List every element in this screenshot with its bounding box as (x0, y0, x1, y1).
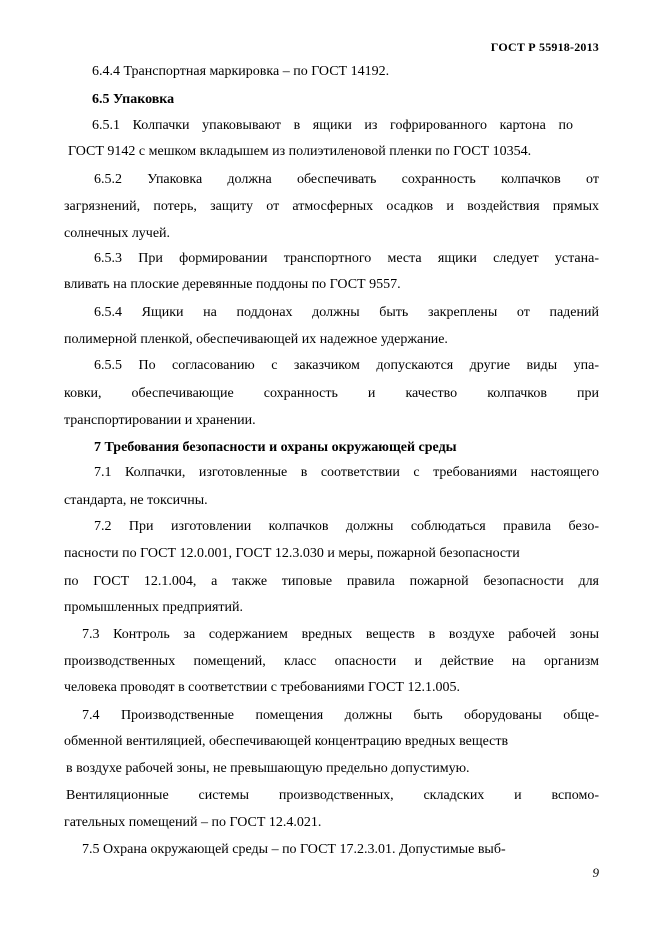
text-line: вливать на плоские деревянные поддоны по ГОСТ 9557. (64, 277, 401, 292)
text-line: Вентиляционные системы производственных, складских и вспомо- (66, 788, 599, 803)
text-line: 7.4 Производственные помещения должны быть оборудованы обще- (82, 708, 599, 723)
text-line: 7.3 Контроль за содержанием вредных веществ в воздухе рабочей зоны (82, 627, 599, 642)
text-line: 6.5.4 Ящики на поддонах должны быть закреплены от падений (94, 305, 599, 320)
text-line: 6.5.2 Упаковка должна обеспечивать сохранность колпачков от (94, 172, 599, 187)
text-line: ГОСТ 9142 с мешком вкладышем из полиэтиленовой пленки по ГОСТ 10354. (68, 144, 532, 159)
text-line: полимерной пленкой, обеспечивающей их надежное удержание. (64, 332, 448, 347)
text-line: транспортировании и хранении. (64, 413, 256, 428)
text-line: 7.1 Колпачки, изготовленные в соответствии с требованиями настоящего (94, 465, 599, 480)
text-line: 6.4.4 Транспортная маркировка – по ГОСТ 14192. (92, 64, 390, 79)
text-line: солнечных лучей. (64, 226, 171, 241)
text-line: 6.5.5 По согласованию с заказчиком допускаются другие виды упа- (94, 358, 599, 373)
section-heading: 6.5 Упаковка (92, 92, 175, 107)
text-line: пасности по ГОСТ 12.0.001, ГОСТ 12.3.030 и меры, пожарной безопасности (64, 546, 520, 561)
text-line: по ГОСТ 12.1.004, а также типовые правила пожарной безопасности для (64, 574, 599, 589)
text-line: загрязнений, потерь, защиту от атмосферных осадков и воздействия прямых (64, 199, 599, 214)
text-line: производственных помещений, класс опасности и действие на организм (64, 654, 599, 669)
text-line: ковки, обеспечивающие сохранность и качество колпачков при (64, 386, 599, 401)
text-line: в воздухе рабочей зоны, не превышающую предельно допустимую. (66, 761, 470, 776)
document-header: ГОСТ Р 55918-2013 (490, 40, 599, 54)
text-line: стандарта, не токсичны. (64, 493, 208, 508)
section-heading: 7 Требования безопасности и охраны окружающей среды (94, 440, 457, 455)
text-line: человека проводят в соответствии с требованиями ГОСТ 12.1.005. (64, 680, 460, 695)
text-line: гательных помещений – по ГОСТ 12.4.021. (64, 815, 322, 830)
text-line: обменной вентиляцией, обеспечивающей концентрацию вредных веществ (64, 734, 509, 749)
page-number: 9 (592, 865, 599, 880)
text-line: 7.2 При изготовлении колпачков должны соблюдаться правила безо- (94, 519, 599, 534)
text-line: 6.5.3 При формировании транспортного места ящики следует устана- (94, 251, 599, 266)
text-line: 6.5.1 Колпачки упаковывают в ящики из гофрированного картона по (92, 118, 573, 133)
text-line: 7.5 Охрана окружающей среды – по ГОСТ 17.2.3.01. Допустимые выб- (82, 842, 506, 857)
text-line: промышленных предприятий. (64, 600, 244, 615)
